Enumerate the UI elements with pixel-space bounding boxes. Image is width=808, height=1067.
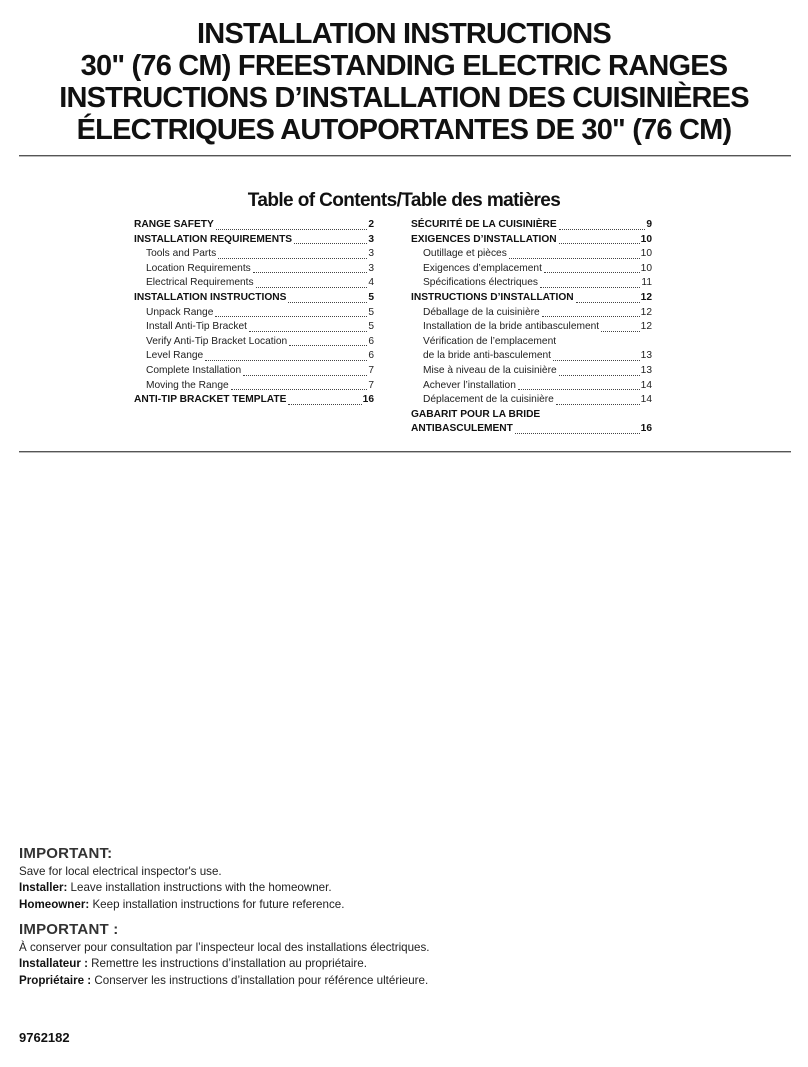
toc-entry bbox=[411, 276, 652, 291]
toc-leader-dots bbox=[556, 404, 640, 405]
toc-entry-label: Tools and Parts bbox=[146, 248, 217, 260]
toc-page-number: 10 bbox=[640, 248, 652, 260]
toc-leader-dots bbox=[540, 287, 640, 288]
toc-entry bbox=[411, 379, 652, 394]
toc-entry-label: INSTALLATION REQUIREMENTS bbox=[134, 233, 293, 245]
toc-entry bbox=[411, 218, 652, 233]
toc-entry-label: Spécifications électriques bbox=[423, 277, 538, 289]
toc-entry-label: ANTI-TIP BRACKET TEMPLATE bbox=[134, 394, 287, 406]
toc-entry-label: Déplacement de la cuisinière bbox=[423, 394, 554, 406]
toc-entry bbox=[134, 364, 374, 379]
toc-page-number: 11 bbox=[641, 277, 652, 289]
toc-entry bbox=[134, 291, 374, 306]
important-notice-french bbox=[19, 921, 719, 989]
toc-entry bbox=[134, 276, 374, 291]
important-line-inspector: Save for local electrical inspector's use. bbox=[19, 865, 222, 878]
toc-page-number: 6 bbox=[368, 350, 374, 362]
toc-page-number: 13 bbox=[640, 364, 652, 376]
toc-entry-label: Moving the Range bbox=[146, 379, 229, 391]
toc-entry bbox=[134, 335, 374, 350]
toc-page-number: 14 bbox=[640, 379, 652, 391]
toc-leader-dots bbox=[205, 360, 367, 361]
toc-leader-dots bbox=[518, 389, 640, 390]
important-line-installateur bbox=[19, 956, 719, 972]
toc-entry-label: Exigences d’emplacement bbox=[423, 262, 542, 274]
toc-leader-dots bbox=[216, 229, 368, 230]
toc-entry-label: Déballage de la cuisinière bbox=[423, 306, 540, 318]
toc-entry bbox=[411, 291, 652, 306]
installateur-label: Installateur : bbox=[19, 957, 88, 971]
toc-entry-label: Outillage et pièces bbox=[423, 248, 507, 260]
toc-entry bbox=[411, 262, 652, 277]
toc-page-number: 5 bbox=[368, 291, 374, 303]
toc-page-number: 10 bbox=[640, 262, 652, 274]
toc-page-number: 6 bbox=[368, 335, 374, 347]
toc-entry bbox=[411, 233, 652, 248]
toc-entry bbox=[411, 320, 652, 335]
toc-entry bbox=[411, 306, 652, 321]
toc-page-number: 12 bbox=[640, 321, 652, 333]
toc-heading: Table of Contents/Table des matières bbox=[247, 190, 561, 211]
toc-entry-label: de la bride anti-basculement bbox=[423, 350, 551, 362]
document-title bbox=[0, 18, 808, 146]
toc-leader-dots bbox=[243, 375, 367, 376]
top-divider bbox=[19, 155, 791, 157]
installer-text: Leave installation instructions with the homeowner. bbox=[67, 881, 332, 895]
title-line-3: INSTRUCTIONS D’INSTALLATION DES CUISINIÈRES bbox=[59, 82, 749, 114]
installer-label: Installer: bbox=[19, 881, 68, 895]
toc-entry bbox=[134, 233, 374, 248]
toc-page-number: 3 bbox=[368, 262, 374, 274]
toc-page-number: 10 bbox=[640, 233, 652, 245]
toc-page-number: 5 bbox=[368, 306, 374, 318]
toc-entry-label: Unpack Range bbox=[146, 306, 214, 318]
toc-page-number: 7 bbox=[368, 364, 374, 376]
toc-entry bbox=[134, 320, 374, 335]
toc-leader-dots bbox=[256, 287, 368, 288]
toc-leader-dots bbox=[559, 375, 640, 376]
toc-page-number: 3 bbox=[368, 233, 374, 245]
toc-entry-label: Install Anti-Tip Bracket bbox=[146, 321, 247, 333]
toc-leader-dots bbox=[542, 316, 640, 317]
toc-entry bbox=[134, 306, 374, 321]
toc-entry-label: EXIGENCES D’INSTALLATION bbox=[411, 233, 557, 245]
toc-leader-dots bbox=[215, 316, 367, 317]
toc-column-french bbox=[411, 218, 652, 437]
title-line-1: INSTALLATION INSTRUCTIONS bbox=[197, 18, 611, 50]
toc-entry-label: Level Range bbox=[146, 350, 204, 362]
toc-page-number: 5 bbox=[368, 321, 374, 333]
important-line-homeowner bbox=[19, 897, 719, 913]
installateur-text: Remettre les instructions d’installation au propriétaire. bbox=[87, 957, 367, 971]
toc-leader-dots bbox=[559, 243, 640, 244]
toc-entry bbox=[134, 247, 374, 262]
proprietaire-label: Propriétaire : bbox=[19, 973, 92, 987]
toc-entry-label: Complete Installation bbox=[146, 364, 242, 376]
toc-leader-dots bbox=[294, 243, 367, 244]
toc-leader-dots bbox=[544, 272, 640, 273]
toc-leader-dots bbox=[218, 258, 367, 259]
toc-leader-dots bbox=[253, 272, 368, 273]
title-line-4: ÉLECTRIQUES AUTOPORTANTES DE 30" (76 CM) bbox=[76, 114, 732, 146]
homeowner-text: Keep installation instructions for future reference. bbox=[89, 897, 345, 911]
toc-entry bbox=[411, 422, 652, 437]
toc-page-number: 16 bbox=[640, 423, 652, 435]
important-line-inspecteur: À conserver pour consultation par l’inspecteur local des installations électriques. bbox=[19, 941, 430, 954]
toc-entry-label-line: Vérification de l’emplacement bbox=[423, 335, 557, 347]
toc-entry-label: Mise à niveau de la cuisinière bbox=[423, 364, 557, 376]
toc-leader-dots bbox=[515, 433, 640, 434]
toc-page-number: 2 bbox=[368, 219, 374, 230]
toc-page-number: 9 bbox=[646, 219, 652, 230]
toc-entry-label: INSTRUCTIONS D’INSTALLATION bbox=[411, 291, 574, 303]
toc-page-number: 4 bbox=[368, 277, 374, 289]
toc-leader-dots bbox=[249, 331, 367, 332]
important-line-installer bbox=[19, 880, 719, 896]
toc-entry-label-line: GABARIT POUR LA BRIDE bbox=[411, 408, 541, 420]
toc-entry bbox=[134, 218, 374, 233]
title-line-2: 30" (76 CM) FREESTANDING ELECTRIC RANGES bbox=[80, 50, 728, 82]
toc-entry-label: SÉCURITÉ DE LA CUISINIÈRE bbox=[411, 219, 557, 230]
document-number: 9762182 bbox=[19, 1030, 70, 1045]
toc-entry bbox=[411, 393, 652, 408]
toc-entry bbox=[134, 393, 374, 408]
toc-leader-dots bbox=[553, 360, 640, 361]
toc-entry-label: ANTIBASCULEMENT bbox=[411, 423, 513, 435]
toc-entry bbox=[411, 364, 652, 379]
toc-page-number: 12 bbox=[640, 291, 652, 303]
toc-page-number: 12 bbox=[640, 306, 652, 318]
homeowner-label: Homeowner: bbox=[19, 897, 90, 911]
toc-page-number: 14 bbox=[640, 394, 652, 406]
toc-leader-dots bbox=[509, 258, 640, 259]
toc-leader-dots bbox=[289, 345, 367, 346]
toc-entry bbox=[134, 262, 374, 277]
proprietaire-text: Conserver les instructions d’installation pour référence ultérieure. bbox=[91, 973, 429, 987]
toc-leader-dots bbox=[231, 389, 368, 390]
toc-entry-label: INSTALLATION INSTRUCTIONS bbox=[134, 291, 287, 303]
toc-entry-label: RANGE SAFETY bbox=[134, 219, 214, 230]
toc-page-number: 13 bbox=[640, 350, 652, 362]
toc-entry bbox=[134, 349, 374, 364]
toc-leader-dots bbox=[288, 404, 361, 405]
important-line-proprietaire bbox=[19, 973, 719, 989]
toc-entry bbox=[411, 349, 652, 364]
toc-entry-label: Achever l’installation bbox=[423, 379, 516, 391]
toc-page-number: 7 bbox=[368, 379, 374, 391]
toc-leader-dots bbox=[288, 302, 367, 303]
toc-page-number: 3 bbox=[368, 248, 374, 260]
toc-leader-dots bbox=[576, 302, 640, 303]
toc-entry bbox=[411, 247, 652, 262]
important-heading-fr: IMPORTANT : bbox=[19, 921, 119, 938]
toc-page-number: 16 bbox=[362, 394, 374, 406]
toc-entry-label: Location Requirements bbox=[146, 262, 251, 274]
toc-leader-dots bbox=[559, 229, 646, 230]
toc-column-english bbox=[134, 218, 374, 408]
bottom-divider bbox=[19, 451, 791, 453]
toc-entry bbox=[134, 379, 374, 394]
toc-entry-label: Electrical Requirements bbox=[146, 277, 254, 289]
important-heading: IMPORTANT: bbox=[19, 845, 113, 862]
toc-entry-label: Installation de la bride antibasculement bbox=[423, 321, 600, 333]
toc-entry-label: Verify Anti-Tip Bracket Location bbox=[146, 335, 288, 347]
toc-leader-dots bbox=[601, 331, 640, 332]
important-notice-english bbox=[19, 845, 719, 913]
